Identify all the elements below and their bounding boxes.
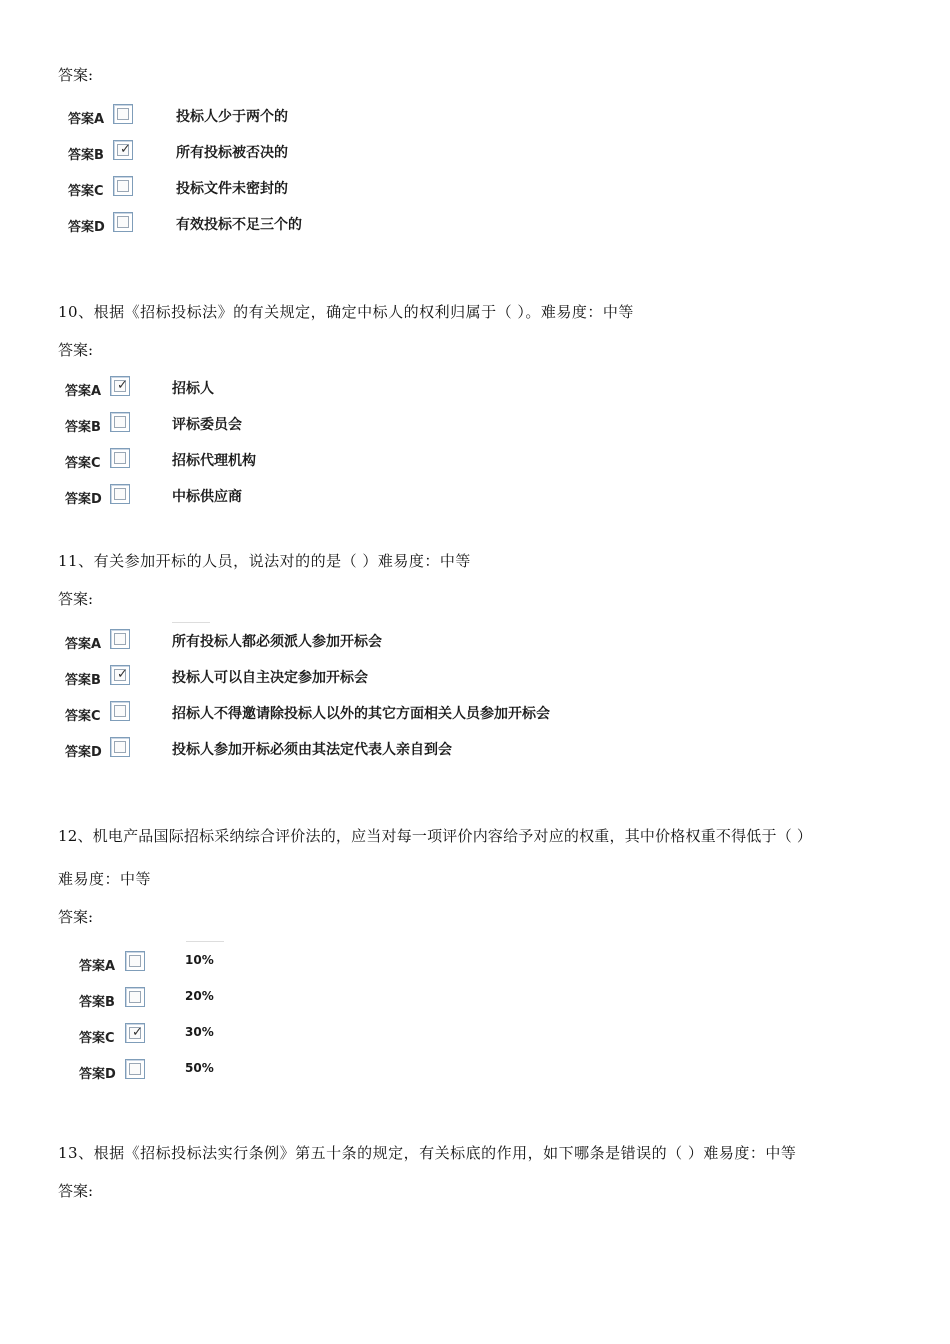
option-checkbox[interactable] <box>110 448 130 468</box>
option-text: 投标文件未密封的 <box>176 181 288 197</box>
option-checkbox[interactable] <box>110 737 130 757</box>
checkmark-icon: ✓ <box>132 1025 143 1040</box>
option-checkbox[interactable] <box>110 701 130 721</box>
option-label: 答案A <box>65 637 102 652</box>
option-text: 30% <box>185 1025 214 1039</box>
checkbox-inner <box>114 452 126 464</box>
option-label: 答案B <box>79 995 115 1010</box>
checkbox-inner <box>114 488 126 500</box>
divider <box>186 941 224 942</box>
checkmark-icon: ✓ <box>117 667 128 682</box>
answer-label: 答案: <box>58 341 94 359</box>
option-checkbox[interactable] <box>110 376 130 396</box>
option-checkbox[interactable] <box>125 1059 145 1079</box>
checkbox-inner <box>117 216 129 228</box>
checkbox-inner <box>114 380 126 392</box>
answer-label: 答案: <box>58 908 94 926</box>
option-text: 投标人可以自主决定参加开标会 <box>172 670 368 686</box>
option-checkbox[interactable] <box>113 212 133 232</box>
option-text: 招标代理机构 <box>172 453 256 469</box>
option-text: 投标人少于两个的 <box>176 109 288 125</box>
option-text: 招标人 <box>172 381 214 397</box>
checkmark-icon: ✓ <box>120 142 131 157</box>
answer-label: 答案: <box>58 590 94 608</box>
option-label: 答案C <box>65 456 101 471</box>
checkbox-inner <box>129 1063 141 1075</box>
option-label: 答案C <box>65 709 101 724</box>
checkbox-inner <box>114 633 126 645</box>
option-text: 投标人参加开标必须由其法定代表人亲自到会 <box>172 742 452 758</box>
checkbox-inner <box>117 180 129 192</box>
checkbox-inner <box>117 144 129 156</box>
checkbox-inner <box>129 1027 141 1039</box>
option-label: 答案D <box>65 492 102 507</box>
question-10: 10、根据《招标投标法》的有关规定，确定中标人的权利归属于（ ）。难易度：中等 <box>58 303 634 321</box>
option-label: 答案D <box>65 745 102 760</box>
answer-label: 答案: <box>58 66 94 84</box>
option-label: 答案B <box>65 420 101 435</box>
checkbox-inner <box>114 741 126 753</box>
option-checkbox[interactable] <box>110 484 130 504</box>
option-checkbox[interactable] <box>110 412 130 432</box>
option-label: 答案C <box>68 184 104 199</box>
option-label: 答案D <box>79 1067 116 1082</box>
option-text: 所有投标被否决的 <box>176 145 288 161</box>
question-12-difficulty: 难易度：中等 <box>58 870 152 888</box>
option-label: 答案A <box>68 112 105 127</box>
option-label: 答案A <box>79 959 116 974</box>
option-checkbox[interactable] <box>110 665 130 685</box>
option-checkbox[interactable] <box>110 629 130 649</box>
option-text: 评标委员会 <box>172 417 242 433</box>
option-text: 所有投标人都必须派人参加开标会 <box>172 634 382 650</box>
checkbox-inner <box>129 991 141 1003</box>
checkbox-inner <box>114 669 126 681</box>
option-checkbox[interactable] <box>113 140 133 160</box>
option-text: 20% <box>185 989 214 1003</box>
divider <box>172 622 210 623</box>
option-label: 答案B <box>65 673 101 688</box>
option-checkbox[interactable] <box>113 104 133 124</box>
question-13: 13、根据《招标投标法实行条例》第五十条的规定，有关标底的作用，如下哪条是错误的（ ）难易度：中等 <box>58 1144 797 1162</box>
option-text: 中标供应商 <box>172 489 242 505</box>
checkbox-inner <box>114 416 126 428</box>
option-checkbox[interactable] <box>125 1023 145 1043</box>
option-text: 10% <box>185 953 214 967</box>
option-checkbox[interactable] <box>125 987 145 1007</box>
option-text: 有效投标不足三个的 <box>176 217 302 233</box>
question-12: 12、机电产品国际招标采纳综合评价法的，应当对每一项评价内容给予对应的权重，其中价格权重不得低于（ ） <box>58 827 813 845</box>
option-label: 答案B <box>68 148 104 163</box>
option-checkbox[interactable] <box>125 951 145 971</box>
option-label: 答案D <box>68 220 105 235</box>
option-label: 答案A <box>65 384 102 399</box>
question-11: 11、有关参加开标的人员，说法对的的是（ ）难易度：中等 <box>58 552 471 570</box>
checkbox-inner <box>114 705 126 717</box>
option-checkbox[interactable] <box>113 176 133 196</box>
checkbox-inner <box>117 108 129 120</box>
option-label: 答案C <box>79 1031 115 1046</box>
option-text: 50% <box>185 1061 214 1075</box>
answer-label: 答案: <box>58 1182 94 1200</box>
checkbox-inner <box>129 955 141 967</box>
option-text: 招标人不得邀请除投标人以外的其它方面相关人员参加开标会 <box>172 706 550 722</box>
checkmark-icon: ✓ <box>117 378 128 393</box>
